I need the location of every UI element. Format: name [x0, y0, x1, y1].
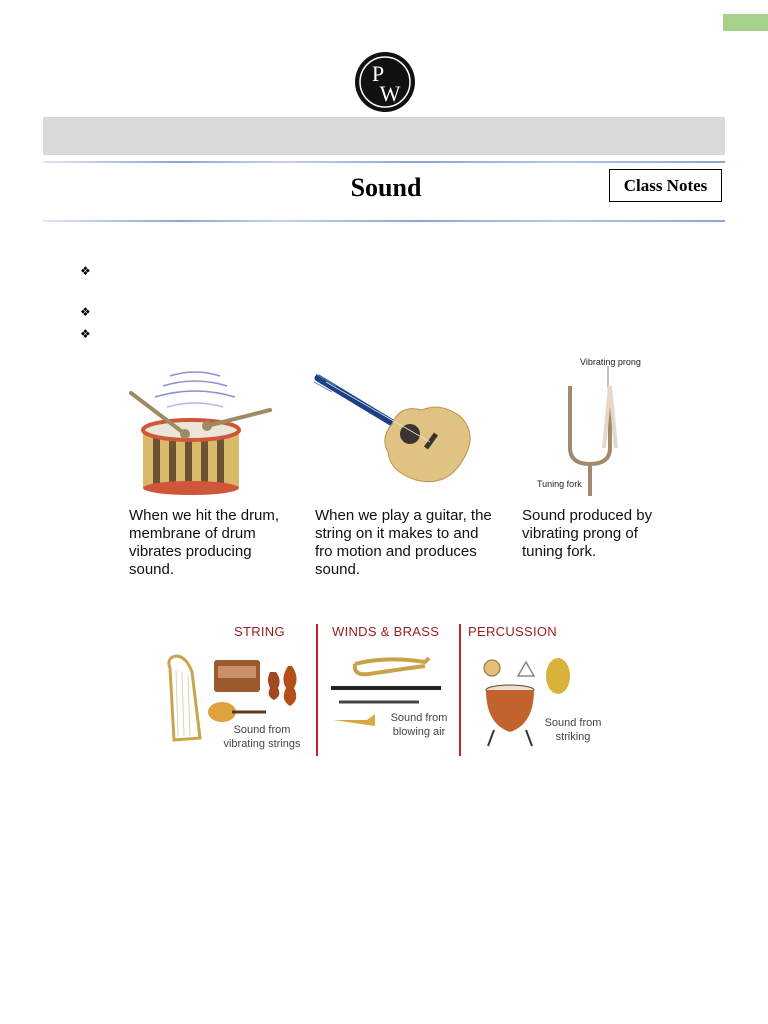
guitar-illustration [312, 372, 477, 492]
percussion-caption: Sound from striking [544, 717, 602, 743]
vibrating-prong-label: Vibrating prong [580, 357, 641, 367]
header-band [43, 117, 725, 155]
svg-text:P: P [371, 61, 385, 86]
pw-logo [354, 49, 416, 115]
string-caption: Sound from vibrating strings [223, 724, 301, 750]
drum-caption: When we hit the drum, membrane of drum vibrates producing sound. [129, 507, 280, 578]
category-winds-title: WINDS & BRASS [332, 624, 440, 639]
title-rule-top [43, 161, 725, 163]
corner-tab [723, 14, 768, 31]
tuning-fork-caption: Sound produced by vibrating prong of tuning fork. [522, 507, 653, 560]
category-divider [316, 624, 318, 756]
category-percussion-title: PERCUSSION [468, 624, 557, 639]
bullet-3: ❖ [80, 327, 91, 341]
bullet-2: ❖ [80, 305, 91, 319]
title-rule-bottom [43, 220, 725, 222]
winds-caption: Sound from blowing air [390, 712, 448, 738]
tuning-fork-label: Tuning fork [537, 479, 582, 489]
category-divider [459, 624, 461, 756]
bullet-1: ❖ [80, 264, 91, 278]
class-notes-badge: Class Notes [609, 169, 722, 202]
guitar-caption: When we play a guitar, the string on it makes to and fro motion and produces sound. [315, 507, 492, 578]
page-title: Sound [350, 173, 422, 202]
drum-illustration [125, 368, 280, 498]
svg-text:W: W [379, 81, 401, 106]
category-string-title: STRING [234, 624, 285, 639]
